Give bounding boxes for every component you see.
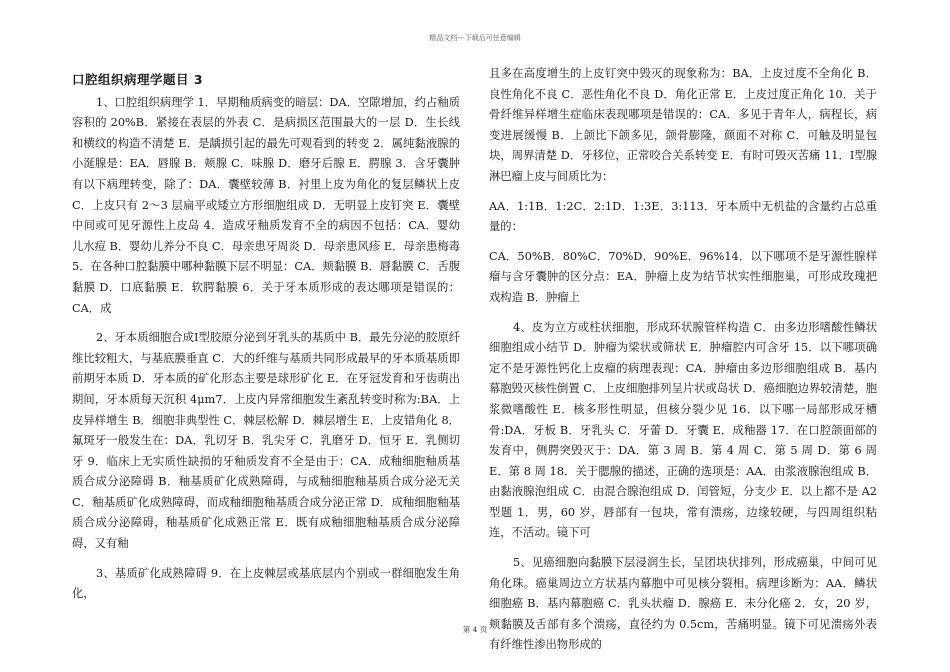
- paragraph: 5、见癌细胞向黏膜下层浸润生长，呈团块状排列，形成癌巢，中间可见角化珠。癌巢周边立方状基内幕胞中可见核分裂相。病理诊断为：AA．鳞状细胞癌 B．基内幕胞癌 C．乳头状瘤 D．腺癌 E．未分化癌 2．女，20 岁，颊黏膜及舌部有多个溃疡，直径约为 0.5cm，苦痛明显。镜下可见溃疡外表有纤维性渗出物形成的: [489, 556, 877, 652]
- page-number: 第 4 页: [462, 625, 488, 634]
- paragraph: CA．50%B．80%C．70%D．90%E．96%14．以下哪项不是牙源性腺样瘤与含牙囊肿的区分点：EA．肿瘤上皮为结节状实性细胞巢，可形成玫瑰把戏构造 B．肿瘤上: [489, 249, 877, 304]
- paragraph: 4、皮为立方或柱状细胞，形成环状腺管样构造 C．由多边形嗜酸性鳞状细胞组成小结节 D．肿瘤为梁状或筛状 E．肿瘤腔内可含牙 15．以下哪项确定不是牙源性钙化上皮瘤的病理表现：CA．肿瘤由多边形细胞组成 B．基内幕胞毁灭核性倒置 C．上皮细胞排列呈片状或岛状 D．癌细胞边界较清楚，胞浆微嗜酸性 E．核多形性明显，但核分裂少见 16．以下哪一局部形成牙槽骨:DA．牙板 B．牙乳头 C．牙蕾 D．牙囊 E．成釉器 17．在口腔颌面部的发育中，侧腭突毁灭于：DA．第 3 周 B．第 4 周 C．第 5 周 D．第 6 周 E．第 8 周 18．关于腮腺的描述，正确的选项是：AA．由浆液腺泡组成 B．由黏液腺泡组成 C．由混合腺泡组成 D．闰管短，分支少 E．以上都不是 A2 型题 1．男，60 岁，唇部有一包块，常有溃疡，边缘较硬，与四周组织粘连，不活动。镜下可: [489, 320, 877, 540]
- paragraph: 2、牙本质细胞合成Ⅰ型胶原分泌到牙乳头的基质中 B．最先分泌的胶原纤维比较粗大，与基底膜垂直 C．大的纤维与基质共同形成最早的牙本质基质即前期牙本质 D．牙本质的矿化形态主要是球形矿化 E．在牙冠发育和牙齿萌出期间，牙本质每天沉积 4μm7．上皮内异常细胞发生紊乱转变时称为:BA．上皮异样增生 B．细胞非典型性 C．棘层松解 D．棘层增生 E．上皮错角化 8．氟斑牙一般发生在：DA．乳切牙 B．乳尖牙 C．乳磨牙 D．恒牙 E．乳侧切牙 9．临床上无实质性缺损的牙釉质发育不全是由于：CA．成釉细胞釉质基质合成分泌障碍 B．釉基质矿化成熟障碍，与成釉细胞釉基质合成分泌无关 C．釉基质矿化成熟障碍，而成釉细胞釉基质合成分泌正常 D．成釉细胞釉基质合成分泌障碍，釉基质矿化成熟正常 E．既有成釉细胞釉基质合成分泌障碍，又有釉: [72, 331, 460, 551]
- paragraph: AA．1:1B．1:2C．2:1D．1:3E．3:113．牙本质中无机盐的含量约占总重量的：: [489, 199, 877, 234]
- right-column: [489, 64, 877, 665]
- paragraph: 3、基质矿化成熟障碍 9．在上皮棘层或基底层内个别或一群细胞发生角化，: [72, 566, 460, 601]
- paragraph: 1、口腔组织病理学 1．早期釉质病变的暗层：DA．空隙增加，约占釉质容积的 20%B．紧接在表层的外表 C．是病损区范围最大的一层 D．生长线和横纹的构造不清楚 E．是龋损引起的最先可观看到的转变 2．属纯黏液腺的小涎腺是：EA．唇腺 B．颊腺 C．味腺 D．磨牙后腺 E．腭腺 3．含牙囊肿有以下病理转变，除了：DA．囊壁较薄 B．衬里上皮为角化的复层鳞状上皮 C．上皮只有 2～3 层扁平或矮立方形细胞组成 D．无明显上皮钉突 E．囊壁中间或可见牙源性上皮岛 4．造成牙釉质发育不全的病因不包括：CA．婴幼儿水痘 B．婴幼儿养分不良 C．母亲患牙周炎 D．母亲患风疹 E．母亲患梅毒 5．在各种口腔黏膜中哪种黏膜下层不明显：CA．颊黏膜 B．唇黏膜 C．舌腹黏膜 D．口底黏膜 E．软腭黏膜 6．关于牙本质形成的表达哪项是错误的：CA．成: [72, 95, 460, 315]
- left-column: [72, 62, 460, 614]
- document-title: 口腔组织病理学题目 3: [72, 72, 204, 87]
- page-header: 精品文档---下载后可任意编辑: [429, 34, 521, 42]
- paragraph: 且多在高度增生的上皮钉突中毁灭的现象称为：BA．上皮过度不全角化 B．良性角化不良 C．恶性角化不良 D．角化正常 E．上皮过度正角化 10．关于骨纤维异样增生症临床表现哪项是错误的：CA．多见于青年人，病程长，病变进展缓慢 B．上颌比下颌多见，颌骨膨隆，颜面不对称 C．可触及明显包块，周界清楚 D．牙移位，正常咬合关系转变 E．有时可毁灭苦痛 11．Ⅰ型腺淋巴瘤上皮与间质比为：: [489, 67, 877, 183]
